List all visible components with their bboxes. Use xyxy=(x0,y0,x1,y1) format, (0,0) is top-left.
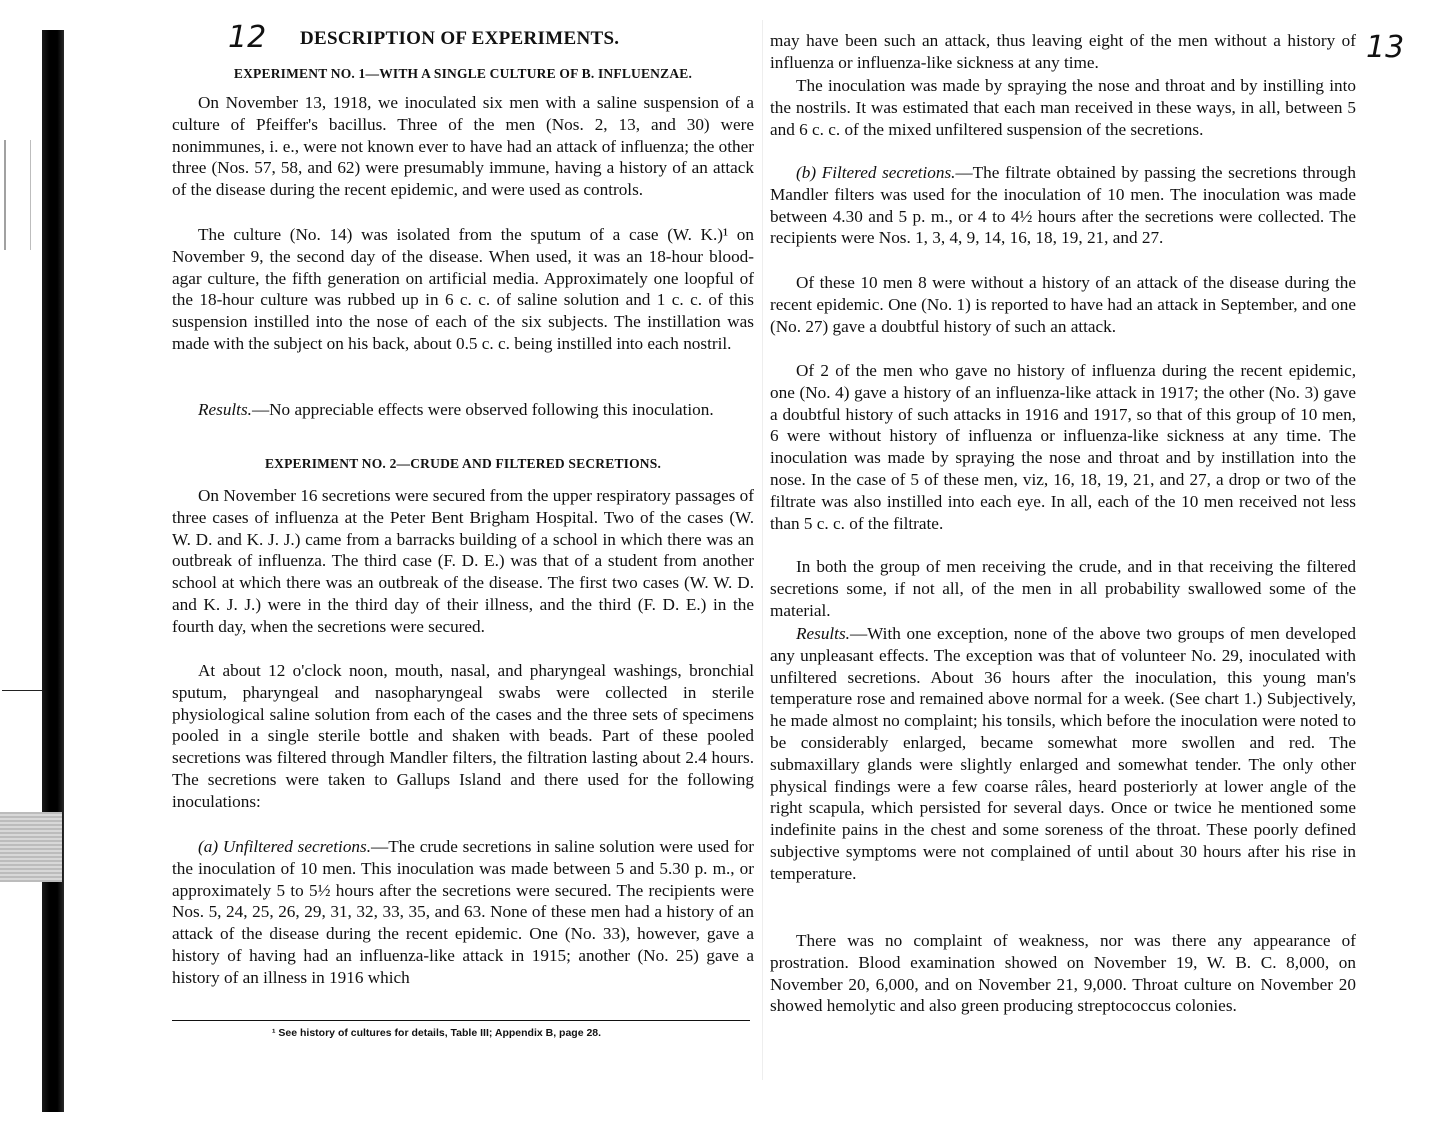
experiment-1-heading: EXPERIMENT NO. 1—WITH A SINGLE CULTURE OF B. INFLUENZAE. xyxy=(233,66,693,81)
experiment-2-heading: EXPERIMENT NO. 2—CRUDE AND FILTERED SECRETIONS. xyxy=(264,456,662,471)
page-gutter xyxy=(762,20,763,1080)
results-lead: Results. xyxy=(198,400,252,419)
exp1-paragraph-2: The culture (No. 14) was isolated from the sputum of a case (W. K.)¹ on November 9, the second day of the disease. When used, it was an 18-hour blood-agar culture, the fifth generation on artificial media. Approximately one loopful of the 18-hour culture was rubbed up in 6 c. c. of saline solution and 1 c. c. of this suspension instilled into the nose of each of the six subjects. The instillation was made with the subject on his back, about 0.5 c. c. being instilled into each nostril. xyxy=(172,225,754,353)
black-binding-bar xyxy=(42,30,64,1112)
right-paragraph-continued: may have been such an attack, thus leaving eight of the men without a history of influenza or influenza-like sickness at any time. xyxy=(770,31,1356,72)
right-paragraph-swallowed: In both the group of men receiving the crude, and in that receiving the filtered secretions some, if not all, of the men in all probability swallowed some of the material. xyxy=(770,557,1356,620)
exp2-paragraph-2: At about 12 o'clock noon, mouth, nasal, and pharyngeal washings, bronchial sputum, pharyngeal and nasopharyngeal swabs were collected in sterile physiological saline solution from each of the cases and the three sets of specimens pooled in a single sterile bottle and shaken with beads. Part of these pooled secretions was filtered through Mandler filters, the filtration lasting about 2.4 hours. The secretions were taken to Gallups Island and there used for the following inoculations: xyxy=(172,661,754,811)
results2-lead: Results. xyxy=(796,624,850,643)
bound-spine-scan-edge xyxy=(0,0,70,1112)
right-paragraph-ten-men: Of these 10 men 8 were without a history of an attack of the disease during the recent epidemic. One (No. 1) is reported to have had an attack in September, and one (No. 27) gave a doubtful history of such an attack. xyxy=(770,273,1356,336)
exp1-results xyxy=(172,399,754,421)
exp1-paragraph-1: On November 13, 1918, we inoculated six men with a saline suspension of a culture of Pfeiffer's bacillus. Three of the men (Nos. 2, 13, and 30) were nonimmunes, i. e., were not known ever to have had an attack of influenza; the other three (Nos. 57, 58, and 62) were presumably immune, having a history of an attack of the disease during the recent epidemic, and were used as controls. xyxy=(172,93,754,200)
filtered-text: —The filtrate obtained by passing the secretions through Mandler filters was used for the inoculation of 10 men. The inoculation was made between 4.30 and 5 p. m., or 4 to 4½ hours after the secretions were collected. The recipients were Nos. 1, 3, 4, 9, 14, 16, 18, 19, 21, and 27. xyxy=(770,163,1356,248)
edge-rule xyxy=(2,690,42,691)
filtered-lead: (b) Filtered secretions. xyxy=(796,163,956,182)
right-paragraph-inoculation: The inoculation was made by spraying the nose and throat and by instilling into the nostrils. It was estimated that each man received in these ways, in all, between 5 and 6 c. c. of the mixed unfiltered suspension of the secretions. xyxy=(770,76,1356,139)
right-paragraph-results xyxy=(770,623,1356,885)
handwritten-page-number-left: 12 xyxy=(228,20,267,55)
handwritten-page-number-right: 13 xyxy=(1366,30,1405,65)
unfiltered-text: —The crude secretions in saline solution were used for the inoculation of 10 men. This inoculation was made between 5 and 5.30 p. m., or approximately 5 to 5½ hours after the secretions were secured. The recipients were Nos. 5, 24, 25, 26, 29, 31, 32, 33, 35, and 63. None of these men had a history of an attack of the disease during the recent epidemic. One (No. 33), however, gave a history of having had an influenza-like attack in 1915; another (No. 25) gave a history of an illness in 1916 which xyxy=(172,837,754,987)
partial-spine-stamp xyxy=(4,140,31,250)
footnote-rule xyxy=(172,1020,750,1021)
right-paragraph-filtered xyxy=(770,162,1356,249)
results2-text: —With one exception, none of the above two groups of men developed any unpleasant effects. The exception was that of volunteer No. 29, inoculated with unfiltered secretions. About 36 hours after the inoculation, this young man's temperature rose and remained above normal for a week. (See chart 1.) Subjectively, he made almost no complaint; his tonsils, which before the inoculation were noted to be considerably enlarged, became somewhat more swollen and red. The submaxillary glands were slightly enlarged and somewhat tender. The only other physical findings were a few coarse râles, heard posteriorly at lower angle of the right scapula, which persisted for several days. Once or twice he mentioned some indefinite pains in the chest and some soreness of the throat. These poorly defined subjective symptoms were not complained of until about 30 hours after his rise in temperature. xyxy=(770,624,1356,883)
right-paragraph-blood: There was no complaint of weakness, nor was there any appearance of prostration. Blood examination showed on November 19, W. B. C. 8,000, on November 20, 6,000, and on November 21, 9,000. Throat culture on November 20 showed hemolytic and also green producing streptococcus colonies. xyxy=(770,931,1356,1016)
unfiltered-lead: (a) Unfiltered secretions. xyxy=(198,837,371,856)
exp2-paragraph-unfiltered xyxy=(172,836,754,989)
page-title: DESCRIPTION OF EXPERIMENTS. xyxy=(300,28,620,49)
right-paragraph-history: Of 2 of the men who gave no history of influenza during the recent epidemic, one (No. 4) gave a history of an influenza-like attack in 1917; the other (No. 3) gave a doubtful history of such attacks in 1916 and 1917, so that of this group of 10 men, 6 were without history of influenza or influenza-like sickness at any time. The inoculation was made by spraying the nose and throat and by instillation into the nose. In the case of 5 of these men, viz, 16, 18, 19, 21, and 27, a drop or two of the filtrate was also instilled into each eye. In all, each of the 10 men received not less than 5 c. c. of the filtrate. xyxy=(770,361,1356,533)
results-text: —No appreciable effects were observed following this inoculation. xyxy=(251,400,714,419)
footnote: ¹ See history of cultures for details, Table III; Appendix B, page 28. xyxy=(272,1027,602,1039)
gray-scan-artifact xyxy=(0,812,62,882)
exp2-paragraph-1: On November 16 secretions were secured from the upper respiratory passages of three cases of influenza at the Peter Bent Brigham Hospital. Two of the cases (W. W. D. and K. J. J.) came from a barracks building of a school in which there was an outbreak of influenza. The third case (F. D. E.) was that of a student from another school at which there was an outbreak of the disease. The first two cases (W. W. D. and K. J. J.) were in the third day of their illness, and the third (F. D. E.) in the fourth day, when the secretions were secured. xyxy=(172,486,754,636)
